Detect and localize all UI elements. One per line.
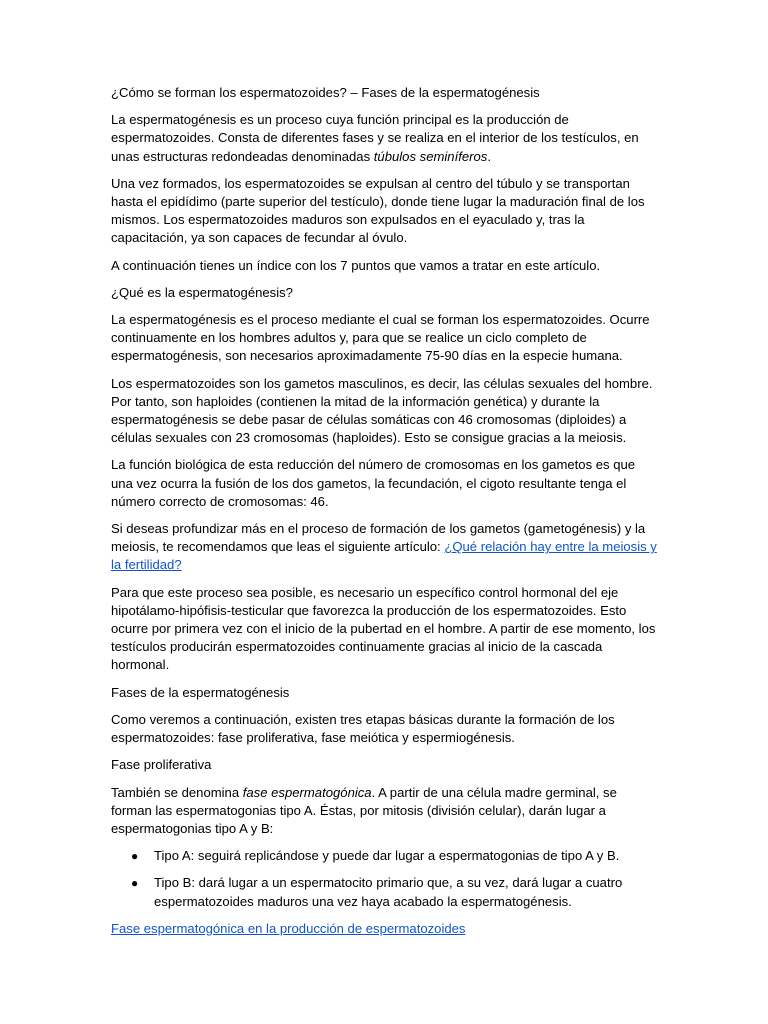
document-title: ¿Cómo se forman los espermatozoides? – Fases de la espermatogénesis (111, 85, 540, 100)
meiosis-fertilidad-link[interactable]: ¿Qué relación hay entre la meiosis y la fertilidad? (111, 539, 657, 573)
fase-espermatogonica-link[interactable]: Fase espermatogónica en la producción de espermatozoides (111, 920, 466, 936)
emphasis-fase-espermatogonica: fase espermatogónica (242, 784, 372, 800)
section3-paragraph-1: También se denomina fase espermatogónica. A partir de una célula madre germinal, se forman las espermatogonias tipo A. Éstas, por mitosis (división celular), darán lugar a espermatogonias tipo A y B: (111, 784, 617, 836)
bullet-icon: ● (131, 849, 139, 864)
intro-paragraph-2: Una vez formados, los espermatozoides se expulsan al centro del túbulo y se transportan hasta el epidídimo (parte superior del testículo), donde tiene lugar la maduración final de los mismos. Los espermatozoides maduros son expulsados en el eyaculado y, tras la capacitación, ya son capaces de fecundar al óvulo. (111, 175, 645, 246)
section1-paragraph-3: La función biológica de esta reducción del número de cromosomas en los gametos es que una vez ocurra la fusión de los dos gametos, la fecundación, el cigoto resultante tenga el número correcto de cromosomas: 46. (111, 457, 636, 509)
list-item: ● Tipo A: seguirá replicándose y puede dar lugar a espermatogonias de tipo A y B. (111, 847, 658, 865)
section3-link-paragraph (111, 920, 658, 938)
section-heading-fases: Fases de la espermatogénesis (111, 684, 290, 700)
bullet-icon: ● (131, 876, 139, 891)
section2-paragraph-1: Como veremos a continuación, existen tres etapas básicas durante la formación de los espermatozoides: fase proliferativa, fase meiótica y espermiogénesis. (111, 711, 615, 746)
intro-paragraph-1: La espermatogénesis es un proceso cuya función principal es la producción de espermatozoides. Consta de diferentes fases y se realiza en el interior de los testículos, en unas estructuras redondeadas denominadas túbulos seminíferos. (111, 112, 639, 164)
section1-paragraph-2: Los espermatozoides son los gametos masculinos, es decir, las células sexuales del hombre. Por tanto, son haploides (contienen la mitad de la información genética) y durante la espermatogénesis se debe pasar de células somáticas con 46 cromosomas (diploides) a células sexuales con 23 cromosomas (haploides). Esto se consigue gracias a la meiosis. (111, 375, 653, 446)
intro-paragraph-3: A continuación tienes un índice con los 7 puntos que vamos a tratar en este artículo. (111, 257, 601, 273)
emphasis-tubulos: túbulos seminíferos (373, 148, 488, 164)
section1-paragraph-1: La espermatogénesis es el proceso mediante el cual se forman los espermatozoides. Ocurre continuamente en los hombres adultos y, para que se realice un ciclo completo de espermatogénesis, son necesarios aproximadamente 75-90 días en la especie humana. (111, 312, 650, 364)
section-heading-que-es: ¿Qué es la espermatogénesis? (111, 284, 293, 300)
section1-paragraph-4: Si deseas profundizar más en el proceso de formación de los gametos (gametogénesis) y la meiosis, te recomendamos que leas el siguiente artículo: ¿Qué relación hay entre la meiosis y la fertilidad? (111, 521, 657, 573)
section-heading-fase-proliferativa: Fase proliferativa (111, 757, 212, 773)
section1-paragraph-5: Para que este proceso sea posible, es necesario un específico control hormonal del eje hipotálamo-hipófisis-testicular que favorezca la producción de los espermatozoides. Esto ocurre por primera vez con el inicio de la pubertad en el hombre. A partir de ese momento, los testículos producirán espermatozoides continuamente gracias al inicio de la cascada hormonal. (111, 584, 656, 673)
bullet-list (111, 847, 658, 911)
list-item: ● Tipo B: dará lugar a un espermatocito primario que, a su vez, dará lugar a cuatro espermatozoides maduros una vez haya acabado la espermatogénesis. (131, 875, 623, 909)
